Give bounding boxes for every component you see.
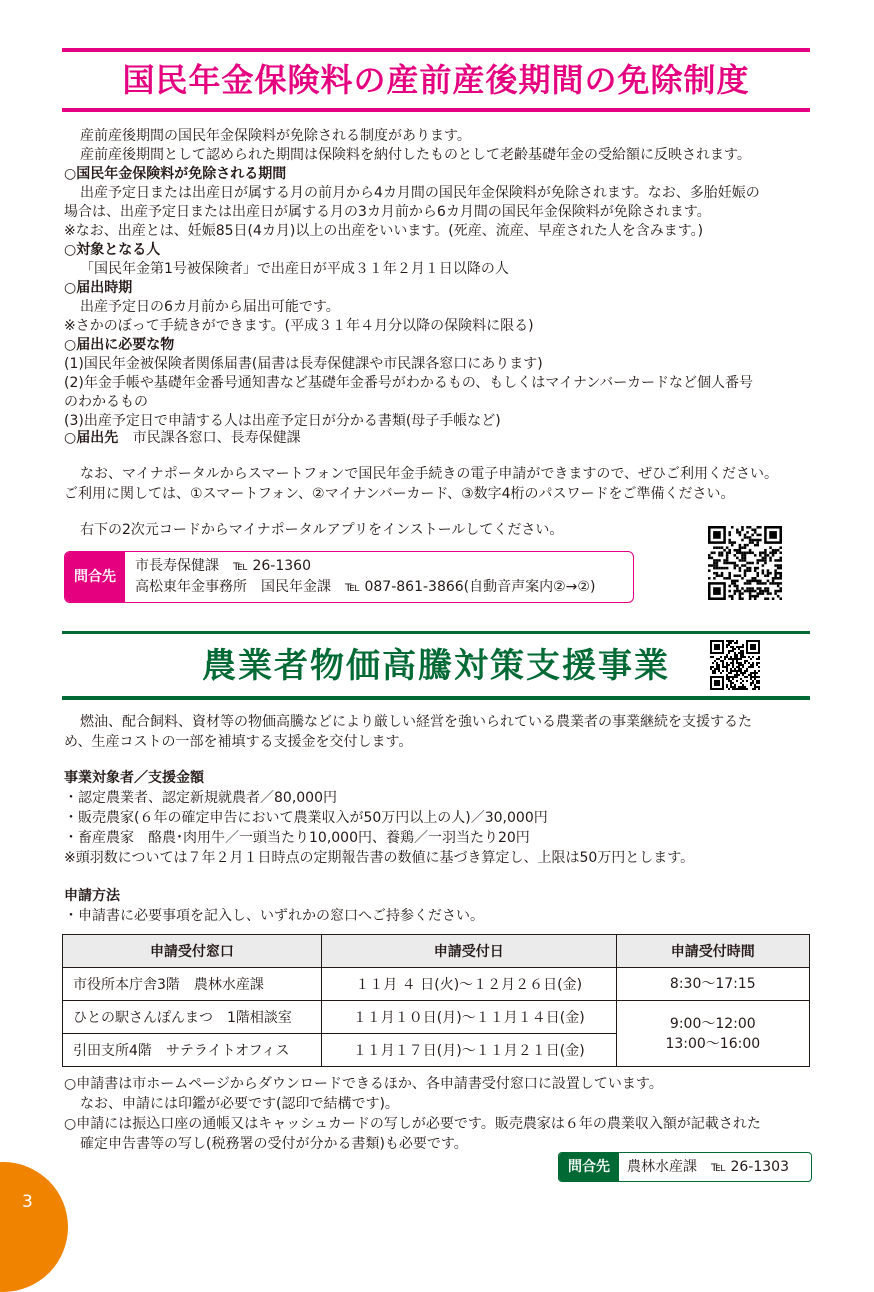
section1-text-line: 産前産後期間として認められた期間は保険料を納付したものとして老齢基礎年金の受給額に反映されます。: [80, 147, 751, 163]
apply-note: ・申請書に必要事項を記入し、いずれかの窓口へご持参ください。: [64, 908, 484, 924]
submit-place: [64, 428, 301, 448]
section1-bottom-rule: [62, 108, 810, 112]
apply-notice-4: 確定申告書等の写し(税務署の受付が分かる書類)も必要です。: [80, 1136, 468, 1152]
section1-text-line: (3)出産予定日で申請する人は出産予定日が分かる書類(母子手帳など): [64, 413, 501, 429]
apply-notice-1: ○申請書は市ホームページからダウンロードできるほか、各申請書受付窓口に設置しています。: [64, 1076, 663, 1092]
section1-contact-line-1: 市長寿保健課 ℡ 26-1360: [135, 558, 311, 574]
row2-date: １１月１０日(月)～１１月１４日(金): [321, 1001, 616, 1034]
section2-top-rule: [62, 631, 810, 634]
rows23-time: [616, 1001, 809, 1067]
section1-text-line: 産前産後期間の国民年金保険料が免除される制度があります。: [80, 128, 471, 144]
row1-date: １１月 ４ 日(火)～１２月２６日(金): [321, 968, 616, 1001]
section1-text-line: 出産予定日の6カ月前から届出可能です。: [80, 299, 340, 315]
row1-time: 8:30～17:15: [616, 968, 809, 1001]
section1-contact-label: 問合先: [65, 552, 125, 602]
qr-note: 右下の2次元コードからマイナポータルアプリをインストールしてください。: [80, 522, 564, 538]
target-note: ※頭羽数については７年２月１日時点の定期報告書の数値に基づき算定し、上限は50万円とします。: [64, 850, 695, 866]
header-place: 申請受付窓口: [63, 935, 322, 968]
row1-place: 市役所本庁舎3階 農林水産課: [63, 968, 322, 1001]
row3-place: 引田支所4階 サテライトオフィス: [63, 1034, 322, 1067]
section2-title: 農業者物価高騰対策支援事業: [202, 646, 670, 686]
time-afternoon: 13:00～16:00: [665, 1035, 761, 1052]
section1-contact-line-2: 高松東年金事務所 国民年金課 ℡ 087-861-3866(自動音声案内②→②): [135, 579, 596, 595]
section1-text-line: のわかるもの: [64, 394, 148, 410]
page-number-badge: [0, 1162, 68, 1292]
time-morning: 9:00～12:00: [669, 1015, 756, 1032]
section1-text-line: 場合は、出産予定日または出産日が属する月の3カ月前から6カ月間の国民年金保険料が免除されます。: [64, 204, 711, 220]
schedule-table: [62, 934, 810, 1067]
section1-text-line: (2)年金手帳や基礎年金番号通知書など基礎年金番号がわかるもの、もしくはマイナンバーカードなど個人番号: [64, 375, 754, 391]
apply-notice-3: ○申請には振込口座の通帳又はキャッシュカードの写しが必要です。販売農家は６年の農業収入額が記載された: [64, 1116, 761, 1132]
section2-contact-label: 問合先: [559, 1153, 619, 1181]
section1-subheading: ○届出時期: [64, 280, 133, 296]
apply-notice-2: なお、申請には印鑑が必要です(認印で結構です)。: [80, 1096, 399, 1112]
mynaportal-line-1: なお、マイナポータルからスマートフォンで国民年金手続きの電子申請ができますので、ぜひご利用ください。: [80, 466, 779, 482]
target-item-3: ・畜産農家 酪農･肉用牛／一頭当たり10,000円、養鶏／一羽当たり20円: [64, 830, 530, 846]
section2-intro-1: 燃油、配合飼料、資材等の物価高騰などにより厳しい経営を強いられている農業者の事業継続を支援するた: [80, 714, 752, 730]
target-heading: 事業対象者／支援金額: [64, 770, 204, 786]
submit-place-label: ○届出先: [64, 430, 119, 446]
agri-support-qr-code[interactable]: [710, 640, 760, 690]
section1-text-line: ※さかのぼって手続きができます。(平成３１年４月分以降の保険料に限る): [64, 318, 534, 334]
section2-contact-box: [558, 1152, 812, 1182]
section2-bottom-rule: [62, 696, 810, 700]
section1-text-line: 出産予定日または出産日が属する月の前月から4カ月間の国民年金保険料が免除されます。なお、多胎妊娠の: [80, 185, 760, 201]
section2-contact-line: 農林水産課 ℡ 26-1303: [627, 1159, 789, 1175]
section1-title: 国民年金保険料の産前産後期間の免除制度: [122, 61, 750, 99]
section1-top-rule: [62, 48, 810, 52]
row3-date: １１月１７日(月)～１１月２１日(金): [321, 1034, 616, 1067]
section1-text-line: ※なお、出産とは、妊娠85日(4カ月)以上の出産をいいます。(死産、流産、早産された人を含みます。): [64, 223, 704, 239]
target-item-1: ・認定農業者、認定新規就農者／80,000円: [64, 790, 337, 806]
header-date: 申請受付日: [321, 935, 616, 968]
section1-subheading: ○届出に必要な物: [64, 337, 175, 353]
header-time: 申請受付時間: [616, 935, 809, 968]
page-number: 3: [22, 1192, 33, 1212]
table-row: [63, 1001, 810, 1034]
section1-text-line: 「国民年金第1号被保険者」で出産日が平成３１年２月１日以降の人: [80, 261, 509, 277]
section1-subheading: ○国民年金保険料が免除される期間: [64, 166, 287, 182]
section1-subheading: ○対象となる人: [64, 242, 161, 258]
submit-place-value: 市民課各窓口、長寿保健課: [132, 430, 301, 446]
row2-place: ひとの駅さんぽんまつ 1階相談室: [63, 1001, 322, 1034]
section1-contact-box: [64, 551, 634, 603]
mynaportal-line-2: ご利用に関しては、①スマートフォン、②マイナンバーカード、③数字4桁のパスワードをご準備ください。: [64, 486, 735, 502]
section2-intro-2: め、生産コストの一部を補填する支援金を交付します。: [64, 734, 413, 750]
table-row: [63, 968, 810, 1001]
apply-heading: 申請方法: [64, 888, 120, 904]
section1-text-line: (1)国民年金被保険者関係届書(届書は長寿保健課や市民課各窓口にあります): [64, 356, 543, 372]
target-item-2: ・販売農家(６年の確定申告において農業収入が50万円以上の人)／30,000円: [64, 810, 548, 826]
table-header-row: [63, 935, 810, 968]
mynaportal-qr-code[interactable]: [708, 526, 782, 600]
